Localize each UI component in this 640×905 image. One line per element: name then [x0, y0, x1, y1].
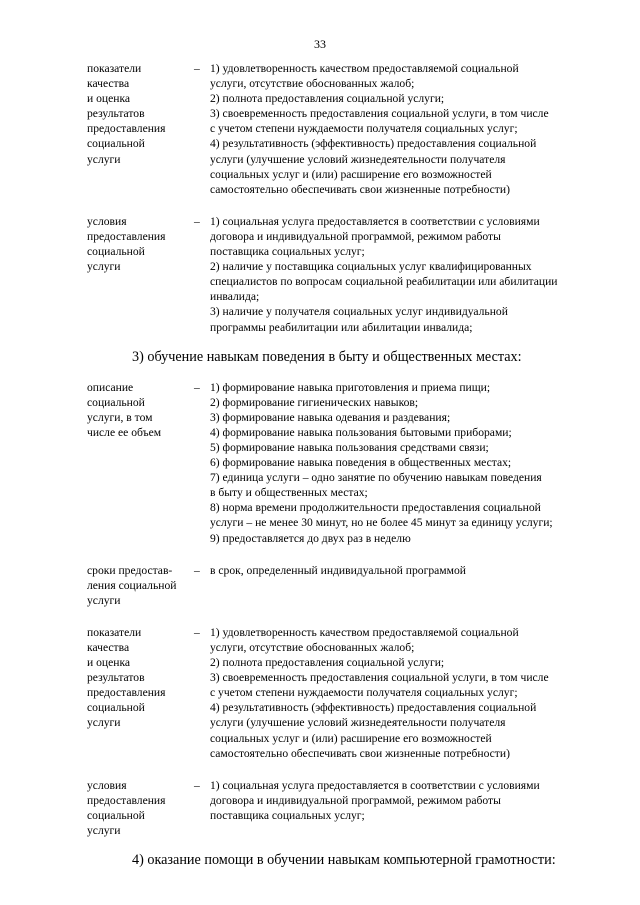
term-line: предоставления [87, 122, 166, 136]
term-line: социальной [87, 701, 145, 715]
definition-block [87, 61, 607, 197]
term-line: условия [87, 214, 127, 228]
dash-separator: – [194, 778, 200, 792]
description-line: 1) удовлетворенность качеством предоставляемой социальной [210, 625, 519, 639]
document-body [87, 61, 607, 883]
description-line: 4) результативность (эффективность) предоставления социальной [210, 137, 537, 151]
description-line: 2) наличие у поставщика социальных услуг квалифицированных [210, 260, 532, 274]
description-line: инвалида; [210, 290, 260, 304]
term-line: услуги [87, 152, 121, 166]
description-line: самостоятельно обеспечивать свои жизненные потребности) [210, 182, 510, 196]
description-line: услуги (улучшение условий жизнедеятельности получателя [210, 152, 506, 166]
description-line: с учетом степени нуждаемости получателя социальных услуг; [210, 686, 518, 700]
description-line: в быту и общественных местах; [210, 486, 368, 500]
dash-separator: – [194, 62, 200, 75]
term-line: результатов [87, 107, 145, 121]
term-line: результатов [87, 671, 145, 685]
block-term [87, 625, 194, 761]
term-line: услуги [87, 260, 121, 274]
block-term [87, 380, 194, 546]
block-description [210, 214, 607, 335]
description-line: в срок, определенный индивидуальной программой [210, 563, 466, 577]
description-line: с учетом степени нуждаемости получателя социальных услуг; [210, 122, 518, 136]
description-line: 3) своевременность предоставления социальной услуги, в том числе [210, 107, 549, 121]
definition-block [87, 563, 607, 608]
block-term [87, 563, 194, 608]
term-line: показатели [87, 625, 142, 639]
description-line: специалистов по вопросам социальной реабилитации или абилитации [210, 275, 558, 289]
term-line: предоставления [87, 229, 166, 243]
description-line: программы реабилитации или абилитации инвалида; [210, 320, 473, 334]
term-line: числе ее объем [87, 425, 162, 439]
block-term [87, 778, 194, 838]
term-line: предоставления [87, 793, 166, 807]
description-line: договора и индивидуальной программой, режимом работы [210, 229, 501, 243]
section-heading: 4) оказание помощи в обучении навыкам компьютерной грамотности: [132, 852, 556, 869]
description-line: 1) удовлетворенность качеством предоставляемой социальной [210, 62, 519, 75]
term-line: качества [87, 641, 130, 654]
term-line: описание [87, 380, 134, 394]
description-line: 1) социальная услуга предоставляется в соответствии с условиями [210, 778, 540, 792]
block-description [210, 380, 607, 546]
description-line: 4) результативность (эффективность) предоставления социальной [210, 701, 537, 715]
description-line: 6) формирование навыка поведения в общественных местах; [210, 456, 512, 470]
description-line: 1) социальная услуга предоставляется в соответствии с условиями [210, 214, 540, 228]
description-line: 2) формирование гигиенических навыков; [210, 395, 419, 409]
description-line: 3) формирование навыка одевания и раздевания; [210, 410, 451, 424]
term-line: услуги [87, 716, 121, 730]
description-line: 1) формирование навыка приготовления и приема пищи; [210, 380, 491, 394]
block-description [210, 778, 607, 838]
definition-block [87, 625, 607, 761]
term-line: услуги, в том [87, 410, 153, 424]
term-line: предоставления [87, 686, 166, 700]
description-line: 2) полнота предоставления социальной услуги; [210, 656, 445, 670]
block-term [87, 61, 194, 197]
description-line: социальных услуг и (или) расширение его возможностей [210, 731, 492, 745]
description-line: услуги, отсутствие обоснованных жалоб; [210, 77, 415, 91]
term-line: условия [87, 778, 127, 792]
section-heading: 3) обучение навыкам поведения в быту и общественных местах: [132, 348, 522, 365]
term-line: и оценка [87, 92, 131, 106]
definition-block [87, 380, 607, 546]
dash-separator: – [194, 625, 200, 639]
term-line: и оценка [87, 656, 131, 670]
description-line: 5) формирование навыка пользования средствами связи; [210, 440, 489, 454]
description-line: 4) формирование навыка пользования бытовыми приборами; [210, 425, 512, 439]
description-line: услуги, отсутствие обоснованных жалоб; [210, 641, 415, 654]
term-line: услуги [87, 824, 121, 838]
description-line: поставщика социальных услуг; [210, 808, 365, 822]
description-line: 2) полнота предоставления социальной услуги; [210, 92, 445, 106]
description-line: поставщика социальных услуг; [210, 245, 365, 259]
description-line: социальных услуг и (или) расширение его возможностей [210, 167, 492, 181]
block-term [87, 214, 194, 335]
dash-separator: – [194, 214, 200, 228]
term-line: социальной [87, 245, 145, 259]
term-line: сроки предостав- [87, 563, 173, 577]
description-line: договора и индивидуальной программой, режимом работы [210, 793, 501, 807]
term-line: показатели [87, 62, 142, 75]
description-line: услуги (улучшение условий жизнедеятельности получателя [210, 716, 506, 730]
description-line: 8) норма времени продолжительности предоставления социальной [210, 501, 541, 515]
description-line: самостоятельно обеспечивать свои жизненные потребности) [210, 746, 510, 760]
dash-separator: – [194, 563, 200, 577]
term-line: услуги [87, 593, 121, 607]
block-description [210, 61, 607, 197]
term-line: качества [87, 77, 130, 91]
term-line: социальной [87, 137, 145, 151]
page-number: 33 [314, 37, 326, 51]
block-description [210, 563, 607, 608]
definition-block [87, 778, 607, 838]
definition-block [87, 214, 607, 335]
term-line: социальной [87, 395, 145, 409]
term-line: социальной [87, 808, 145, 822]
description-line: 3) наличие у получателя социальных услуг индивидуальной [210, 305, 508, 319]
block-description [210, 625, 607, 761]
dash-separator: – [194, 380, 200, 394]
term-line: ления социальной [87, 578, 177, 592]
description-line: услуги – не менее 30 минут, но не более 45 минут за единицу услуги; [210, 516, 553, 530]
description-line: 3) своевременность предоставления социальной услуги, в том числе [210, 671, 549, 685]
description-line: 7) единица услуги – одно занятие по обучению навыкам поведения [210, 471, 542, 485]
description-line: 9) предоставляется до двух раз в неделю [210, 531, 411, 545]
